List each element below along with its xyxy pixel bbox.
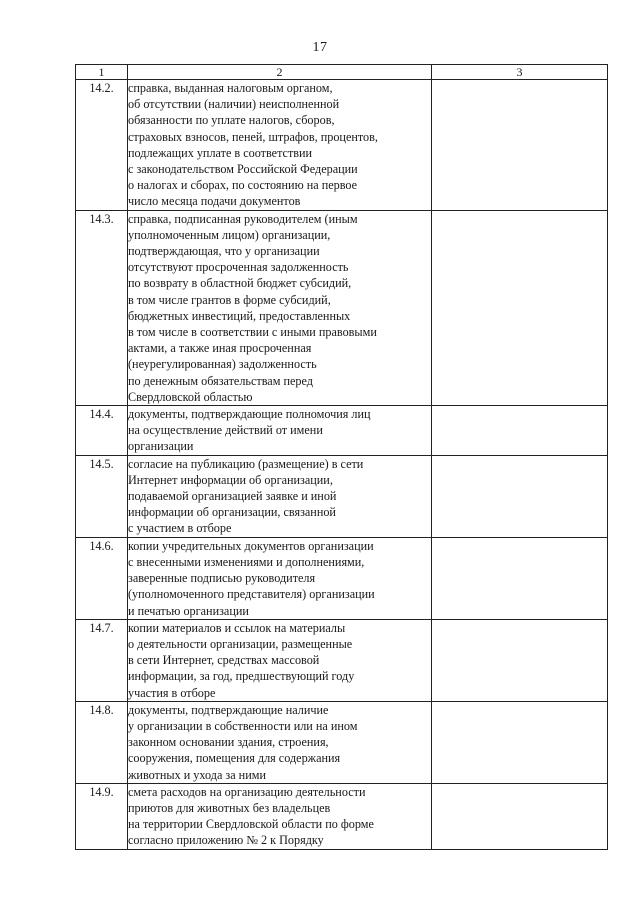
description-line: законном основании здания, строения, <box>128 735 329 750</box>
row-number: 14.3. <box>76 210 128 405</box>
table-row <box>76 210 608 405</box>
document-description <box>128 701 432 783</box>
description-line: копии учредительных документов организации <box>128 538 374 553</box>
document-description <box>128 80 432 211</box>
column-3-cell <box>432 455 608 537</box>
column-header-2: 2 <box>128 65 432 80</box>
description-line: число месяца подачи документов <box>128 194 301 209</box>
description-line: справка, выданная налоговым органом, <box>128 81 333 95</box>
description-line: с законодательством Российской Федерации <box>128 162 358 177</box>
description-line: справка, подписанная руководителем (иным <box>128 211 358 226</box>
description-line: по денежным обязательствам перед <box>128 373 313 388</box>
description-line: о налогах и сборах, по состоянию на первое <box>128 178 358 193</box>
description-line: страховых взносов, пеней, штрафов, процентов, <box>128 129 378 144</box>
description-line: смета расходов на организацию деятельности <box>128 784 366 799</box>
description-line: Интернет информации об организации, <box>128 472 333 487</box>
description-line: сооружения, помещения для содержания <box>128 751 341 766</box>
column-3-cell <box>432 783 608 849</box>
table-header-row <box>76 65 608 80</box>
table-body <box>76 80 608 850</box>
table-row <box>76 619 608 701</box>
description-line: животных и ухода за ними <box>128 767 266 782</box>
description-line: обязанности по уплате налогов, сборов, <box>128 113 335 128</box>
description-line: информации об организации, связанной <box>128 505 336 520</box>
row-number: 14.6. <box>76 537 128 619</box>
description-line: согласно приложению № 2 к Порядку <box>128 833 324 848</box>
document-description <box>128 783 432 849</box>
description-line: по возврату в областной бюджет субсидий, <box>128 276 352 291</box>
description-line: подлежащих уплате в соответствии <box>128 145 313 160</box>
document-description <box>128 537 432 619</box>
description-line: организации <box>128 439 194 454</box>
row-number: 14.9. <box>76 783 128 849</box>
page-number: 17 <box>312 40 328 55</box>
column-3-cell <box>432 80 608 211</box>
description-line: приютов для животных без владельцев <box>128 800 331 815</box>
table-row <box>76 701 608 783</box>
table-row <box>76 537 608 619</box>
description-line: (неурегулированная) задолженность <box>128 357 317 372</box>
description-line: отсутствуют просроченная задолженность <box>128 260 349 275</box>
document-description <box>128 406 432 456</box>
row-number: 14.8. <box>76 701 128 783</box>
row-number: 14.2. <box>76 80 128 211</box>
column-header-3: 3 <box>432 65 608 80</box>
description-line: в сети Интернет, средствах массовой <box>128 653 320 668</box>
column-header-1: 1 <box>76 65 128 80</box>
description-line: с внесенными изменениями и дополнениями, <box>128 554 365 569</box>
column-3-cell <box>432 406 608 456</box>
description-line: и печатью организации <box>128 603 249 618</box>
description-line: бюджетных инвестиций, предоставленных <box>128 308 351 323</box>
description-line: Свердловской областью <box>128 389 253 404</box>
table-row <box>76 406 608 456</box>
document-description <box>128 210 432 405</box>
table-row <box>76 80 608 211</box>
description-line: с участием в отборе <box>128 521 232 536</box>
column-3-cell <box>432 210 608 405</box>
document-description <box>128 619 432 701</box>
description-line: актами, а также иная просроченная <box>128 341 312 356</box>
documents-table <box>75 64 608 850</box>
description-line: документы, подтверждающие полномочия лиц <box>128 407 371 422</box>
description-line: (уполномоченного представителя) организации <box>128 587 375 602</box>
table-row <box>76 783 608 849</box>
description-line: у организации в собственности или на ином <box>128 718 358 733</box>
description-line: участия в отборе <box>128 685 216 700</box>
description-line: информации, за год, предшествующий году <box>128 669 355 684</box>
description-line: об отсутствии (наличии) неисполненной <box>128 97 340 112</box>
description-line: о деятельности организации, размещенные <box>128 636 353 651</box>
description-line: на территории Свердловской области по форме <box>128 817 374 832</box>
description-line: в том числе грантов в форме субсидий, <box>128 292 331 307</box>
row-number: 14.7. <box>76 619 128 701</box>
description-line: подтверждающая, что у организации <box>128 244 320 259</box>
description-line: заверенные подписью руководителя <box>128 571 316 586</box>
description-line: подаваемой организацией заявке и иной <box>128 489 337 504</box>
column-3-cell <box>432 537 608 619</box>
description-line: копии материалов и ссылок на материалы <box>128 620 346 635</box>
description-line: на осуществление действий от имени <box>128 423 323 438</box>
row-number: 14.4. <box>76 406 128 456</box>
description-line: уполномоченным лицом) организации, <box>128 227 331 242</box>
description-line: согласие на публикацию (размещение) в сети <box>128 456 364 471</box>
description-line: документы, подтверждающие наличие <box>128 702 329 717</box>
table-row <box>76 455 608 537</box>
description-line: в том числе в соответствии с иными правовыми <box>128 325 377 340</box>
row-number: 14.5. <box>76 455 128 537</box>
document-description <box>128 455 432 537</box>
column-3-cell <box>432 701 608 783</box>
column-3-cell <box>432 619 608 701</box>
